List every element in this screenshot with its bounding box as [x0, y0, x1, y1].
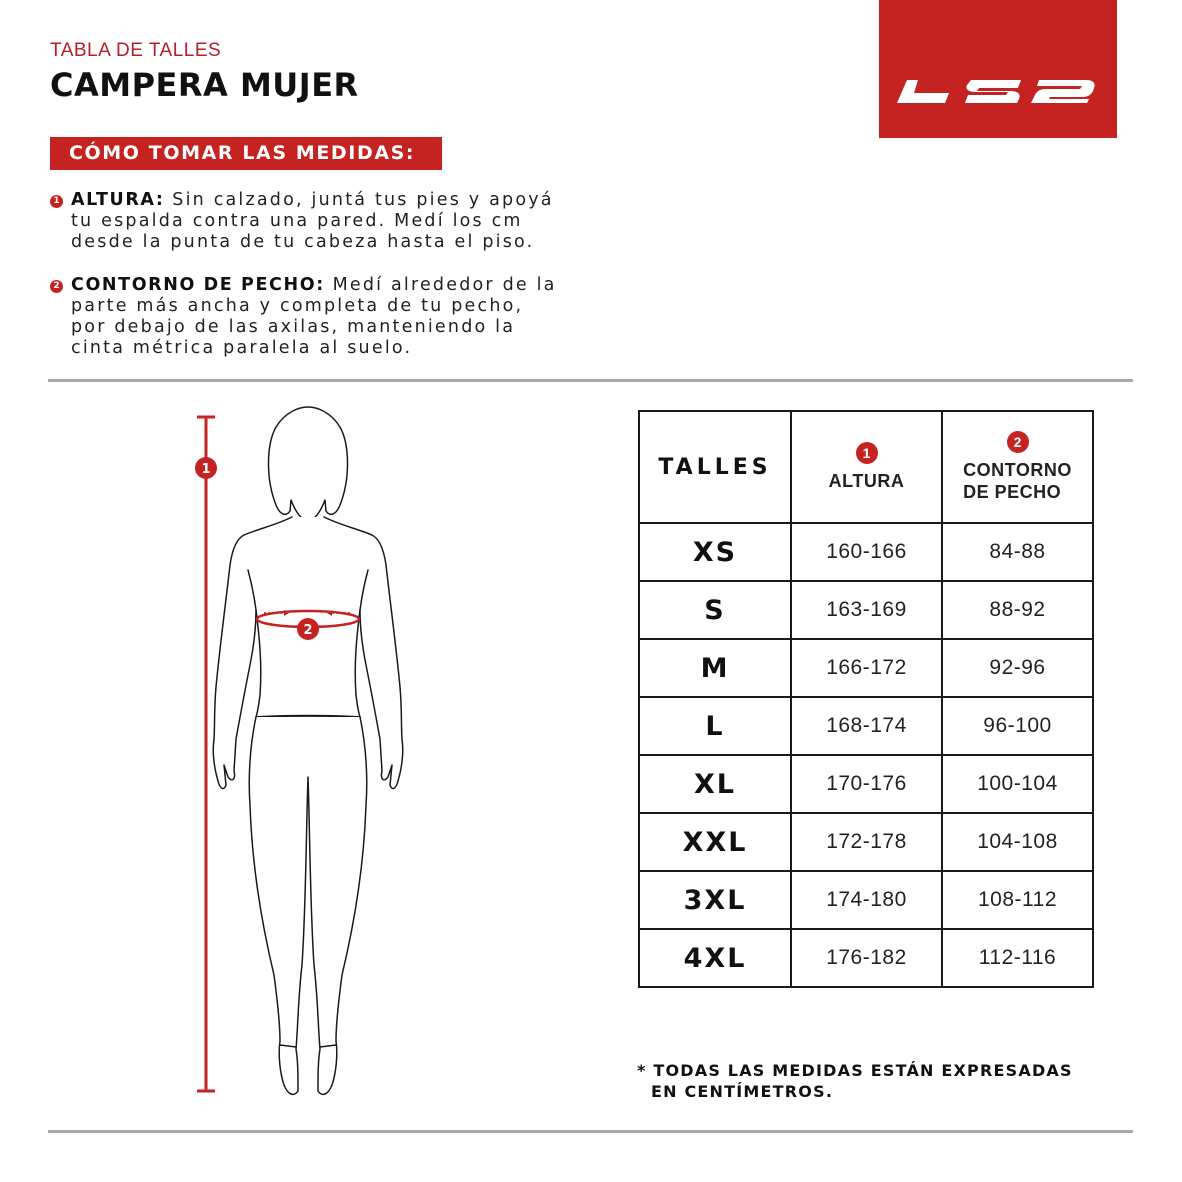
- table-row: [639, 871, 1093, 929]
- height-cell: 170-176: [791, 755, 942, 813]
- instruction-chest: [50, 275, 610, 359]
- units-note: * TODAS LAS MEDIDAS ESTÁN EXPRESADAS EN CENTÍMETROS.: [637, 1061, 1073, 1101]
- size-cell: XL: [639, 755, 791, 813]
- table-row: [639, 929, 1093, 987]
- instruction-text: tu espalda contra una pared. Medí los cm: [71, 211, 523, 231]
- size-cell: 3XL: [639, 871, 791, 929]
- instruction-text: cinta métrica paralela al suelo.: [71, 338, 413, 358]
- divider-top: [48, 379, 1133, 382]
- size-cell: L: [639, 697, 791, 755]
- svg-text:2: 2: [303, 623, 313, 638]
- howto-banner: CÓMO TOMAR LAS MEDIDAS:: [50, 137, 442, 170]
- table-row: [639, 639, 1093, 697]
- instruction-text: Medí alrededor de la: [332, 275, 557, 295]
- brand-logo: [879, 0, 1117, 138]
- size-cell: M: [639, 639, 791, 697]
- chest-cell: 84-88: [942, 523, 1093, 581]
- table-row: [639, 581, 1093, 639]
- divider-bottom: [48, 1130, 1133, 1133]
- body-figure-illustration: [180, 405, 440, 1105]
- number-badge: 2: [50, 280, 63, 293]
- table-header-row: [639, 411, 1093, 523]
- chest-cell: 104-108: [942, 813, 1093, 871]
- table-row: [639, 755, 1093, 813]
- header-size: TALLES: [639, 411, 791, 523]
- height-cell: 166-172: [791, 639, 942, 697]
- table-row: [639, 697, 1093, 755]
- height-cell: 172-178: [791, 813, 942, 871]
- header-height: 1 ALTURA: [791, 411, 942, 523]
- instruction-label: CONTORNO DE PECHO:: [71, 275, 325, 295]
- size-cell: 4XL: [639, 929, 791, 987]
- instruction-text: desde la punta de tu cabeza hasta el piso.: [71, 232, 535, 252]
- height-marker-badge: [195, 457, 217, 479]
- chest-cell: 88-92: [942, 581, 1093, 639]
- height-cell: 168-174: [791, 697, 942, 755]
- height-cell: 176-182: [791, 929, 942, 987]
- chest-cell: 96-100: [942, 697, 1093, 755]
- instruction-text: parte más ancha y completa de tu pecho,: [71, 296, 524, 316]
- number-badge: 2: [1007, 431, 1029, 453]
- instruction-text: por debajo de las axilas, manteniendo la: [71, 317, 516, 337]
- ls2-logo-icon: [879, 0, 1117, 138]
- chest-cell: 108-112: [942, 871, 1093, 929]
- size-cell: XS: [639, 523, 791, 581]
- svg-text:1: 1: [201, 462, 211, 477]
- instruction-height: [50, 190, 610, 253]
- size-cell: XXL: [639, 813, 791, 871]
- page-subtitle: TABLA DE TALLES: [50, 40, 222, 61]
- height-cell: 163-169: [791, 581, 942, 639]
- table-row: [639, 813, 1093, 871]
- number-badge: 1: [50, 195, 63, 208]
- chest-cell: 100-104: [942, 755, 1093, 813]
- header-chest: 2 CONTORNO DE PECHO: [942, 411, 1093, 523]
- chest-cell: 92-96: [942, 639, 1093, 697]
- page-title: CAMPERA MUJER: [50, 66, 359, 104]
- height-cell: 160-166: [791, 523, 942, 581]
- table-row: [639, 523, 1093, 581]
- height-cell: 174-180: [791, 871, 942, 929]
- number-badge: 1: [856, 442, 878, 464]
- instruction-text: Sin calzado, juntá tus pies y apoyá: [172, 190, 554, 210]
- instruction-label: ALTURA:: [71, 190, 165, 210]
- size-table: [638, 410, 1094, 988]
- size-cell: S: [639, 581, 791, 639]
- height-measure-line: [197, 417, 215, 1091]
- chest-cell: 112-116: [942, 929, 1093, 987]
